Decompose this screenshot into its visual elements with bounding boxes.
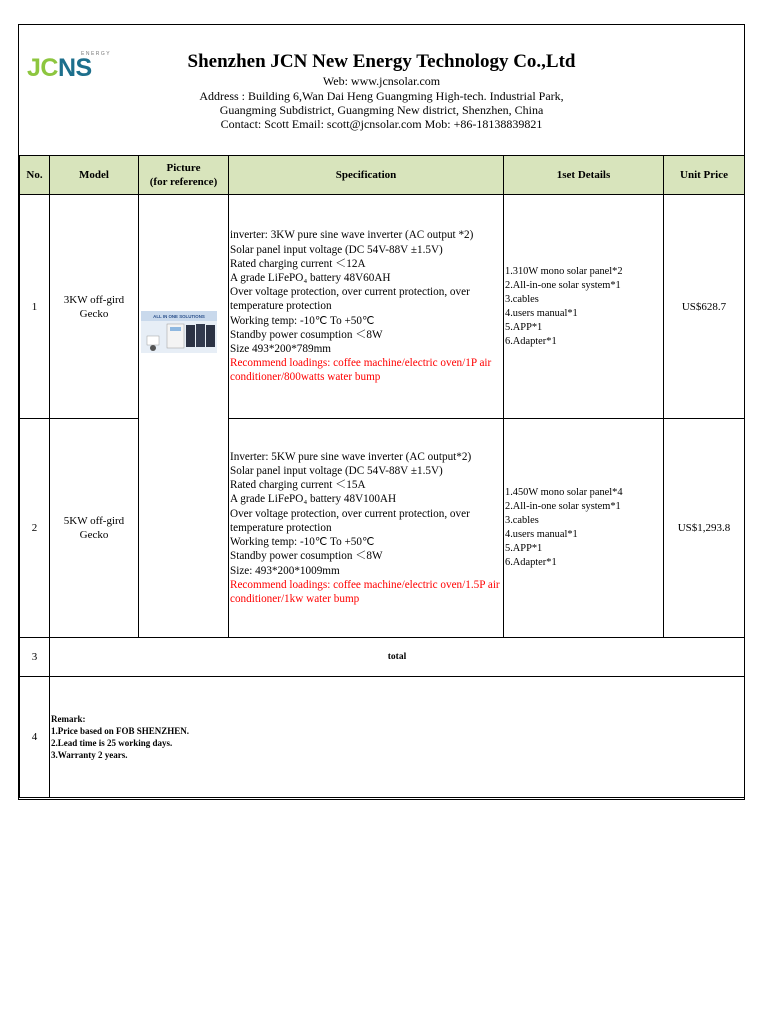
spec-line: A grade LiFePO₄ battery 48V60AH — [230, 271, 391, 284]
remark-line: 2.Lead time is 25 working days. — [51, 738, 173, 748]
company-name: Shenzhen JCN New Energy Technology Co.,Ltd — [187, 51, 576, 72]
model-series: Gecko — [79, 307, 109, 320]
table-row — [20, 195, 745, 419]
logo-energy-text: ENERGY — [81, 51, 112, 57]
row-number: 3 — [20, 638, 50, 677]
remark-line: 3.Warranty 2 years. — [51, 750, 128, 760]
spec-line: inverter: 3KW pure sine wave inverter (AC output *2) — [230, 229, 474, 242]
detail-line: 4.users manual*1 — [505, 307, 578, 319]
detail-line: 5.APP*1 — [505, 543, 543, 554]
picture-cell — [139, 195, 229, 638]
remark-line: Remark: — [51, 714, 86, 724]
model-name: 3KW off-gird — [63, 293, 125, 306]
spec-line: Size: 493*200*1009mm — [230, 564, 340, 577]
company-address-line-1: Address : Building 6,Wan Dai Heng Guangming High-tech. Industrial Park, — [199, 89, 564, 103]
unit-price: US$1,293.8 — [664, 419, 745, 638]
product-image — [141, 311, 217, 353]
detail-line: 3.cables — [505, 515, 539, 526]
column-header-picture-note: (for reference) — [149, 176, 218, 188]
product-image-caption: ALL IN ONE SOLUTIONS — [153, 314, 205, 319]
total-label: total — [50, 638, 745, 677]
table-row — [20, 419, 745, 638]
specification-cell — [229, 419, 504, 638]
model-cell — [50, 195, 139, 419]
remark-line: 1.Price based on FOB SHENZHEN. — [51, 726, 190, 736]
column-header-picture-label: Picture — [166, 162, 201, 174]
spec-line: Standby power cosumption ＜8W — [230, 550, 383, 563]
spec-line: Over voltage protection, over current protection, over temperature protection — [230, 286, 470, 313]
detail-line: 6.Adapter*1 — [505, 557, 557, 568]
set-details-cell — [504, 195, 664, 419]
spec-line: Solar panel input voltage (DC 54V-88V ±1.5V) — [230, 465, 443, 478]
spec-line: Rated charging current ＜12A — [230, 257, 366, 270]
set-details-cell — [504, 419, 664, 638]
column-header-model: Model — [50, 156, 139, 195]
column-header-picture — [139, 156, 229, 195]
spec-line: Rated charging current ＜15A — [230, 479, 366, 492]
detail-line: 4.users manual*1 — [505, 529, 578, 540]
row-number: 1 — [20, 195, 50, 419]
detail-line: 2.All-in-one solar system*1 — [505, 279, 621, 291]
column-header-details: 1set Details — [504, 156, 664, 195]
spec-line: Standby power cosumption ＜8W — [230, 328, 383, 341]
remark-cell — [50, 677, 745, 798]
total-row — [20, 638, 745, 677]
spec-line: Inverter: 5KW pure sine wave inverter (AC output*2) — [230, 450, 472, 463]
detail-line: 6.Adapter*1 — [505, 335, 557, 347]
spec-line: Working temp: -10℃ To +50℃ — [230, 536, 375, 549]
model-series: Gecko — [79, 529, 109, 541]
spec-line: Solar panel input voltage (DC 54V-88V ±1.5V) — [230, 243, 443, 256]
spec-line: Over voltage protection, over current protection, over temperature protection — [230, 507, 470, 534]
row-number: 4 — [20, 677, 50, 798]
specification-cell — [229, 195, 504, 419]
company-contact: Contact: Scott Email: scott@jcnsolar.com Mob: +86-18138839821 — [220, 117, 543, 131]
company-website: Web: www.jcnsolar.com — [322, 74, 441, 88]
model-name: 5KW off-gird — [63, 515, 125, 527]
model-cell — [50, 419, 139, 638]
detail-line: 1.310W mono solar panel*2 — [505, 265, 623, 277]
table-header-row — [20, 156, 745, 195]
logo-wordmark: JCNS — [27, 54, 92, 82]
column-header-unit-price: Unit Price — [664, 156, 745, 195]
row-number: 2 — [20, 419, 50, 638]
recommend-loadings: Recommend loadings: coffee machine/electric oven/1P air conditioner/800watts water bump — [230, 357, 492, 384]
recommend-loadings: Recommend loadings: coffee machine/electric oven/1.5P air conditioner/1kw water bump — [230, 578, 500, 605]
company-address-line-2: Guangming Subdistrict, Guangming New district, Shenzhen, China — [219, 103, 544, 117]
detail-line: 5.APP*1 — [505, 321, 543, 333]
letterhead — [19, 25, 744, 155]
detail-line: 2.All-in-one solar system*1 — [505, 501, 621, 512]
detail-line: 3.cables — [505, 293, 539, 305]
quotation-sheet — [18, 24, 745, 800]
column-header-no: No. — [20, 156, 50, 195]
unit-price: US$628.7 — [664, 195, 745, 419]
spec-line: Working temp: -10℃ To +50℃ — [230, 314, 375, 327]
spec-line: Size 493*200*789mm — [230, 343, 331, 355]
remark-row — [20, 677, 745, 798]
column-header-specification: Specification — [229, 156, 504, 195]
detail-line: 1.450W mono solar panel*4 — [505, 487, 623, 498]
quotation-table — [19, 155, 745, 798]
spec-line: A grade LiFePO₄ battery 48V100AH — [230, 493, 397, 506]
